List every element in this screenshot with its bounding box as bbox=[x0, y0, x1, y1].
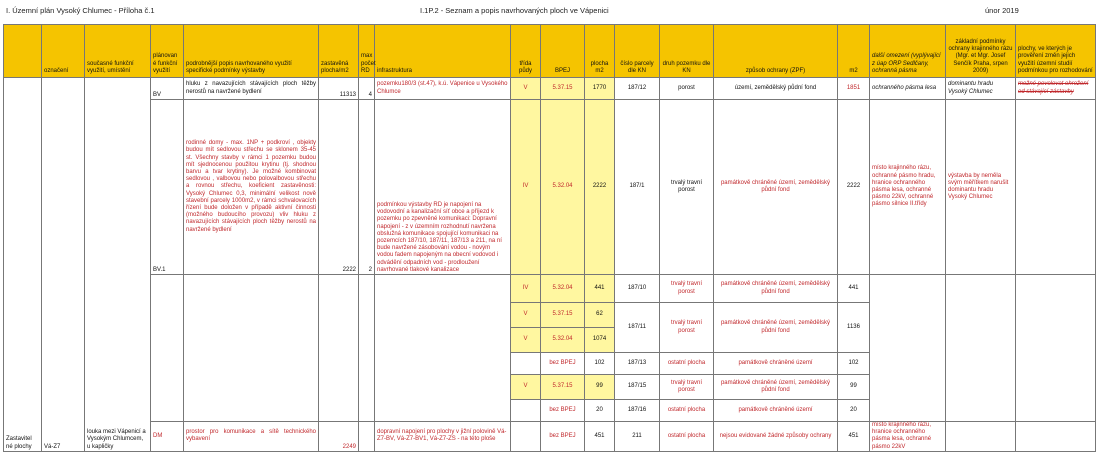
col-header: max počet RD bbox=[359, 25, 375, 78]
protection: památkově chráněné území, zemědělský půdní fond bbox=[714, 275, 838, 303]
land-type: ostatní plocha bbox=[660, 422, 714, 452]
parcel-number: 187/10 bbox=[615, 275, 660, 303]
built-area: 2222 bbox=[319, 100, 359, 275]
area-m2: 99 bbox=[838, 375, 870, 400]
bpej: bez BPEJ bbox=[541, 422, 585, 452]
soil-class bbox=[511, 353, 541, 375]
bpej: 5.37.15 bbox=[541, 375, 585, 400]
study-requirement bbox=[1016, 275, 1096, 422]
restrictions: místo krajinného rázu, ochranné pásmo hradu, hranice ochranného pásma lesa, ochranné pásmo 22kV, ochranné pásmo silnice II.třídy bbox=[870, 100, 946, 275]
table-row bbox=[4, 78, 1096, 100]
parcel-number: 187/1 bbox=[615, 100, 660, 275]
soil-class: V bbox=[511, 375, 541, 400]
area-m2: 102 bbox=[838, 353, 870, 375]
parcel-number: 187/16 bbox=[615, 400, 660, 422]
col-header: plochy, ve kterých je prověření změn jejich využití územní studií podmínkou pro rozhodování bbox=[1016, 25, 1096, 78]
table-header-row bbox=[4, 25, 1096, 78]
description: rodinné domy - max. 1NP + podkroví , objekty budou mít sedlovou střechu se sklonem 35-45 st. Všechny stavby v rámci 1 pozemku budou mít sjednocenou použitou krytinu (tj. shodnou barvu a tvar krytiny). Je možné kombinovat sedlovou , valbovou nebo polovalbovou střechu a rovnou střechu, koeficient zastavěnosti: Vysoký Chlumec 0,3, minimální velikost nově stavební parcely 1000m2, v rámci schvalovacích řízení bude doložen v případě aktivní činnosti (možného budoucího provozu) vliv hluku z navazujících stávajících ploch těžby nerostů na navržené bydlení bbox=[184, 100, 319, 275]
area: 441 bbox=[585, 275, 615, 303]
col-header: infrastruktura bbox=[375, 25, 511, 78]
soil-class: V bbox=[511, 303, 541, 328]
built-area bbox=[319, 275, 359, 422]
section-title: I.1P.2 - Seznam a popis navrhovaných ploch ve Vápenici bbox=[420, 6, 609, 15]
col-header bbox=[4, 25, 42, 78]
soil-class: IV bbox=[511, 100, 541, 275]
land-type: trvalý travní porost bbox=[660, 100, 714, 275]
areas-table bbox=[3, 24, 1096, 452]
protection: území, zemědělský půdní fond bbox=[714, 78, 838, 100]
area-m2: 1136 bbox=[838, 303, 870, 353]
table-row bbox=[4, 422, 1096, 452]
landscape-conditions: dominantu hradu Vysoký Chlumec bbox=[946, 78, 1016, 100]
bpej: 5.37.15 bbox=[541, 303, 585, 328]
col-header: současné funkční využití, umístění bbox=[85, 25, 151, 78]
zone-label: Zastavitel né plochy bbox=[4, 78, 42, 452]
col-header: označení bbox=[42, 25, 85, 78]
area: 2222 bbox=[585, 100, 615, 275]
area-m2: 20 bbox=[838, 400, 870, 422]
area: 99 bbox=[585, 375, 615, 400]
area: 102 bbox=[585, 353, 615, 375]
parcel-number: 187/15 bbox=[615, 375, 660, 400]
bpej: 5.37.15 bbox=[541, 78, 585, 100]
col-header: číslo parcely dle KN bbox=[615, 25, 660, 78]
bpej: bez BPEJ bbox=[541, 353, 585, 375]
current-use: louka mezi Vápenicí a Vysokým Chlumcem, u kapličky bbox=[85, 78, 151, 452]
col-header: další omezení (vyplývající z úap ORP Sedlčany, ochranná pásma bbox=[870, 25, 946, 78]
parcel-number: 187/13 bbox=[615, 353, 660, 375]
study-requirement: možné povolovat ohrožení od stávající zástavby bbox=[1016, 78, 1096, 100]
table-row bbox=[4, 275, 1096, 303]
area-m2: 451 bbox=[838, 422, 870, 452]
restrictions bbox=[870, 275, 946, 422]
description bbox=[184, 275, 319, 422]
area-m2: 2222 bbox=[838, 100, 870, 275]
description: hluku z navazujících stávajících ploch těžby nerostů na navržené bydlení bbox=[184, 78, 319, 100]
bpej: 5.32.04 bbox=[541, 100, 585, 275]
planned-use: DM bbox=[151, 422, 184, 452]
area: 451 bbox=[585, 422, 615, 452]
area-m2: 441 bbox=[838, 275, 870, 303]
soil-class: V bbox=[511, 328, 541, 353]
col-header: způsob ochrany (ZPF) bbox=[714, 25, 838, 78]
description: prostor pro komunikace a sítě technického vybavení bbox=[184, 422, 319, 452]
col-header: podrobnější popis navrhovaného využití specifické podmínky výstavby bbox=[184, 25, 319, 78]
land-type: ostatní plocha bbox=[660, 400, 714, 422]
col-header: plocha m2 bbox=[585, 25, 615, 78]
land-type: ostatní plocha bbox=[660, 353, 714, 375]
area-m2: 1851 bbox=[838, 78, 870, 100]
parcel-number: 211 bbox=[615, 422, 660, 452]
restrictions: místo krajinného rázu, hranice ochranného pásma lesa, ochranné pásmo 22kV bbox=[870, 422, 946, 452]
protection: památkově chráněné území bbox=[714, 353, 838, 375]
landscape-conditions bbox=[946, 275, 1016, 422]
protection: památkově chráněné území bbox=[714, 400, 838, 422]
protection: památkově chráněné území, zemědělský půdní fond bbox=[714, 100, 838, 275]
study-requirement bbox=[1016, 100, 1096, 275]
land-type: trvalý travní porost bbox=[660, 303, 714, 353]
built-area: 2249 bbox=[319, 422, 359, 452]
zone-code: Vá-Z7 bbox=[42, 78, 85, 452]
area: 20 bbox=[585, 400, 615, 422]
parcel-number: 187/11 bbox=[615, 303, 660, 353]
area: 62 bbox=[585, 303, 615, 328]
col-header: BPEJ bbox=[541, 25, 585, 78]
planned-use: BV bbox=[151, 78, 184, 100]
col-header: plánovan é funkční využití bbox=[151, 25, 184, 78]
max-houses bbox=[359, 422, 375, 452]
built-area: 11313 bbox=[319, 78, 359, 100]
infrastructure: dopravní napojení pro plochy v jižní polovině Vá-Z7-BV, Vá-Z7-BV1, Vá-Z7-ZS - na této ploše bbox=[375, 422, 511, 452]
table-row bbox=[4, 100, 1096, 275]
bpej: 5.32.04 bbox=[541, 275, 585, 303]
col-header: m2 bbox=[838, 25, 870, 78]
protection: památkově chráněné území, zemědělský půdní fond bbox=[714, 375, 838, 400]
max-houses: 2 bbox=[359, 100, 375, 275]
col-header: druh pozemku dle KN bbox=[660, 25, 714, 78]
bpej: bez BPEJ bbox=[541, 400, 585, 422]
planned-use: BV.1 bbox=[151, 100, 184, 275]
planned-use bbox=[151, 275, 184, 422]
area: 1074 bbox=[585, 328, 615, 353]
land-type: trvalý travní porost bbox=[660, 275, 714, 303]
page-header bbox=[0, 0, 1024, 24]
study-requirement bbox=[1016, 422, 1096, 452]
area: 1770 bbox=[585, 78, 615, 100]
landscape-conditions bbox=[946, 422, 1016, 452]
protection: nejsou evidované žádné způsoby ochrany bbox=[714, 422, 838, 452]
col-header: základní podmínky ochrany krajinného rázu (Mgr. et Mgr. Josef Senčík Praha, srpen 2009) bbox=[946, 25, 1016, 78]
max-houses bbox=[359, 275, 375, 422]
document-title: I. Územní plán Vysoký Chlumec - Příloha č.1 bbox=[6, 6, 155, 15]
restrictions: ochranného pásma lesa bbox=[870, 78, 946, 100]
infrastructure: podmínkou výstavby RD je napojení na vodovodní a kanalizační síť obce a příjezd k pozemku po zpevněné komunikaci: Dopravní napojení - z v územním rozhodnutí navržena obslužná komunikace spojující komunikaci na pozemcích 187/10, 187/11, 187/13 a 211, na ní bude navržené zásobování vodou - novým vodou fadem napojeným na obecní vodovod i odvádění odpadních vod - prodloužení navrhované tlakové kanalizace bbox=[375, 100, 511, 275]
bpej: 5.32.04 bbox=[541, 328, 585, 353]
landscape-conditions: výstavba by neměla svým měřítkem narušit dominantu hradu Vysoký Chlumec bbox=[946, 100, 1016, 275]
max-houses: 4 bbox=[359, 78, 375, 100]
document-date: únor 2019 bbox=[985, 6, 1019, 15]
soil-class: IV bbox=[511, 275, 541, 303]
soil-class bbox=[511, 422, 541, 452]
soil-class bbox=[511, 400, 541, 422]
parcel-number: 187/12 bbox=[615, 78, 660, 100]
col-header: třída půdy bbox=[511, 25, 541, 78]
land-type: trvalý travní porost bbox=[660, 375, 714, 400]
land-type: porost bbox=[660, 78, 714, 100]
infrastructure: pozemku180/3 (st.47), k.ú. Vápenice u Vysokého Chlumce bbox=[375, 78, 511, 100]
protection: památkově chráněné území, zemědělský půdní fond bbox=[714, 303, 838, 353]
col-header: zastavěná plocha/m2 bbox=[319, 25, 359, 78]
infrastructure bbox=[375, 275, 511, 422]
soil-class: V bbox=[511, 78, 541, 100]
